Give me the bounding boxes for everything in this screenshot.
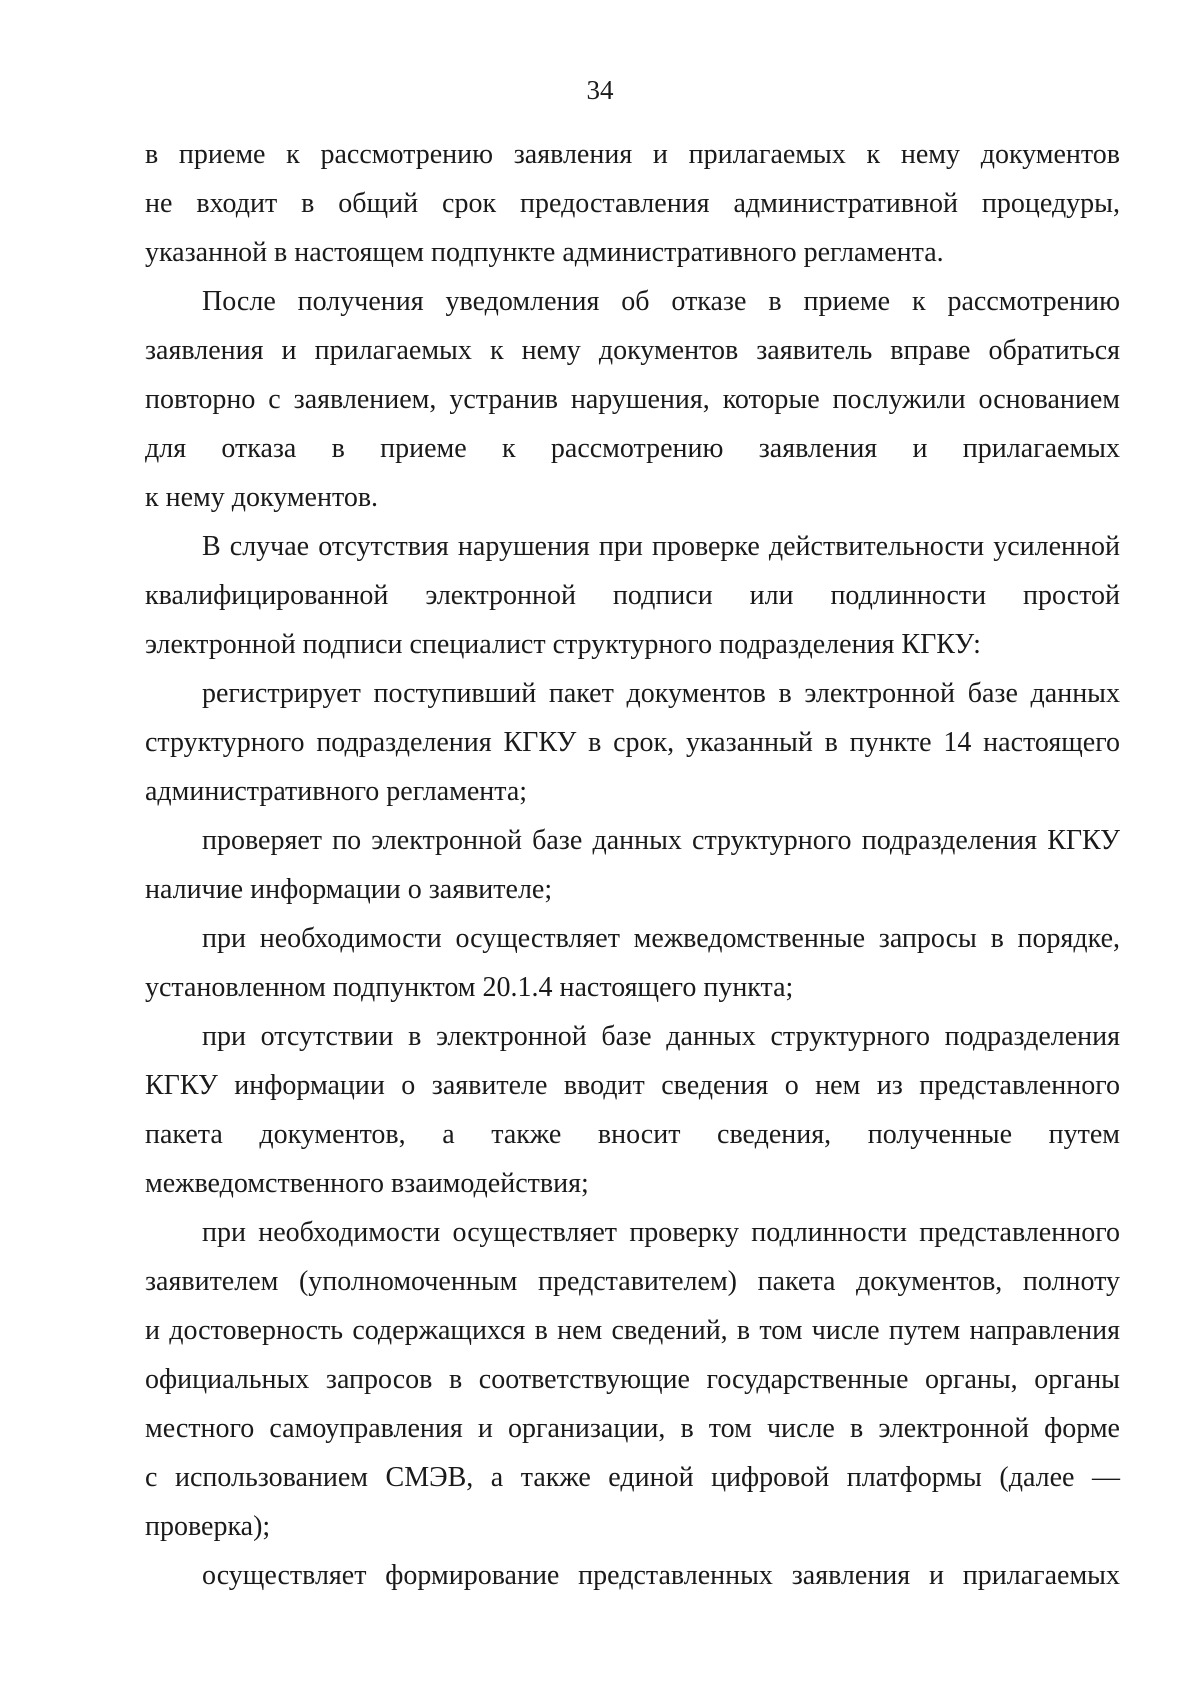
paragraph [145, 816, 1120, 914]
text-line: После получения уведомления об отказе в приеме к рассмотрению [202, 286, 1120, 317]
text-line: осуществляет формирование представленных заявления и прилагаемых [202, 1560, 1120, 1591]
paragraph [145, 1208, 1120, 1551]
text-line: электронной подписи специалист структурного подразделения КГКУ: [145, 629, 981, 660]
text-line: в приеме к рассмотрению заявления и прилагаемых к нему документов [145, 139, 1120, 170]
text-line: КГКУ информации о заявителе вводит сведения о нем из представленного [145, 1070, 1120, 1101]
text-line: проверка); [145, 1511, 271, 1542]
text-line: повторно с заявлением, устранив нарушения, которые послужили основанием [145, 384, 1120, 415]
text-line: официальных запросов в соответствующие государственные органы, органы [145, 1364, 1120, 1395]
paragraph [145, 914, 1120, 1012]
text-line: структурного подразделения КГКУ в срок, указанный в пункте 14 настоящего [145, 727, 1120, 758]
paragraph [145, 130, 1120, 277]
text-line: и достоверность содержащихся в нем сведений, в том числе путем направления [145, 1315, 1120, 1346]
paragraph [145, 1012, 1120, 1208]
text-line: при необходимости осуществляет проверку подлинности представленного [202, 1217, 1120, 1248]
paragraph [145, 669, 1120, 816]
paragraph [145, 522, 1120, 669]
text-line: межведомственного взаимодействия; [145, 1168, 589, 1199]
text-line: наличие информации о заявителе; [145, 874, 553, 905]
text-line: установленном подпунктом 20.1.4 настоящего пункта; [145, 972, 794, 1003]
page-number: 34 [586, 75, 614, 105]
text-line: проверяет по электронной базе данных структурного подразделения КГКУ [202, 825, 1120, 856]
paragraph [145, 277, 1120, 522]
paragraph [145, 1551, 1120, 1600]
text-line: для отказа в приеме к рассмотрению заявления и прилагаемых [145, 433, 1120, 464]
text-line: с использованием СМЭВ, а также единой цифровой платформы (далее — [145, 1462, 1120, 1493]
text-line: пакета документов, а также вносит сведения, полученные путем [145, 1119, 1120, 1150]
text-line: не входит в общий срок предоставления административной процедуры, [145, 188, 1120, 219]
text-line: заявления и прилагаемых к нему документов заявитель вправе обратиться [145, 335, 1120, 366]
text-line: В случае отсутствия нарушения при проверке действительности усиленной [202, 531, 1120, 562]
text-line: указанной в настоящем подпункте административного регламента. [145, 237, 944, 268]
document-body [145, 130, 1120, 1600]
text-line: заявителем (уполномоченным представителем) пакета документов, полноту [145, 1266, 1120, 1297]
text-line: при отсутствии в электронной базе данных структурного подразделения [202, 1021, 1120, 1052]
text-line: местного самоуправления и организации, в том числе в электронной форме [145, 1413, 1120, 1444]
text-line: квалифицированной электронной подписи или подлинности простой [145, 580, 1120, 611]
text-line: к нему документов. [145, 482, 379, 513]
text-line: при необходимости осуществляет межведомственные запросы в порядке, [202, 923, 1120, 954]
text-line: регистрирует поступивший пакет документов в электронной базе данных [202, 678, 1120, 709]
text-line: административного регламента; [145, 776, 528, 807]
